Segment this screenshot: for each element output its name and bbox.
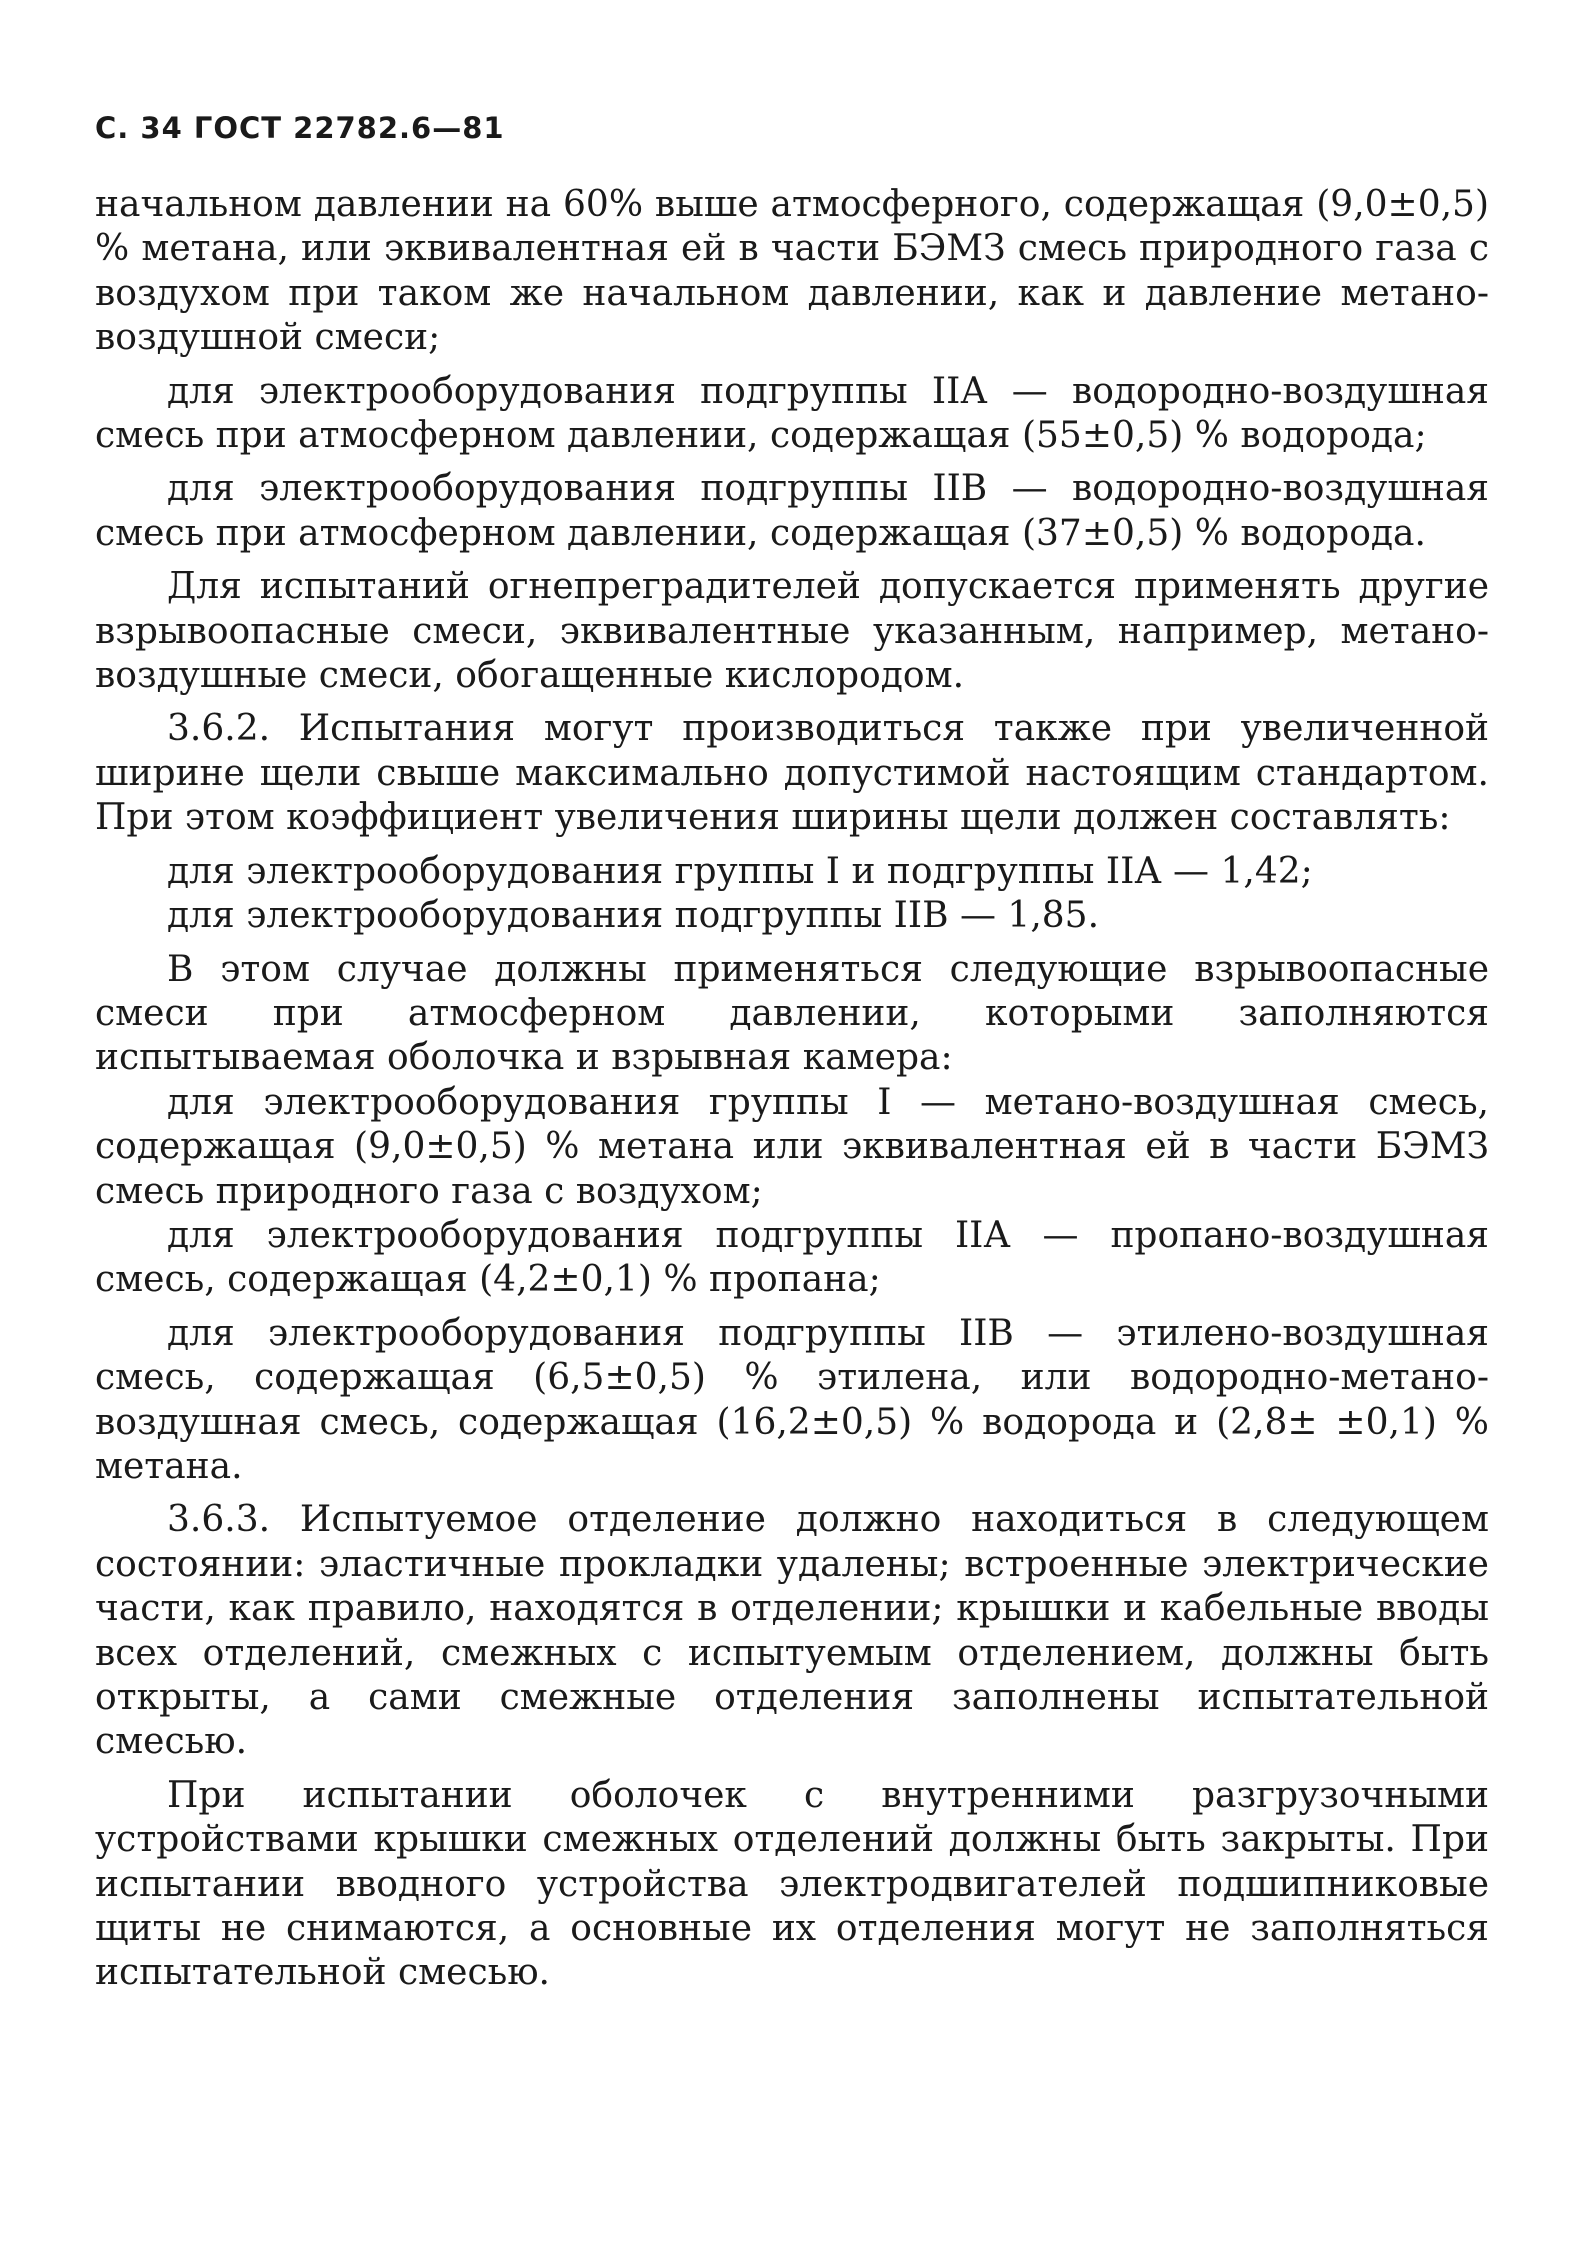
paragraph-1: начальном давлении на 60% выше атмосферного, содержащая (9,0±0,5) % метана, или эквивалентная ей в части БЭМЗ смесь природного газа с воздухом при таком же начальном давлении, как и давление метано-воздушной смеси; (95, 184, 1489, 359)
paragraph-11: для электрооборудования подгруппы IIВ — этилено-воздушная смесь, содержащая (6,5±0,5) % этилена, или водородно-метано-воздушная смесь, содержащая (16,2±0,5) % водорода и (2,8± ±0,1) % метана. (95, 1312, 1489, 1487)
paragraph-13: При испытании оболочек с внутренними разгрузочными устройствами крышки смежных отделений должны быть закрыты. При испытании вводного устройства электродвигателей подшипниковые щиты не снимаются, а основные их отделения могут не заполняться испытательной смесью. (95, 1774, 1489, 1994)
paragraph-4: Для испытаний огнепреградителей допускается применять другие взрывоопасные смеси, эквивалентные указанным, например, метано-воздушные смеси, обогащенные кислородом. (95, 566, 1489, 697)
paragraph-5: 3.6.2. Испытания могут производиться также при увеличенной ширине щели свыше максимально допустимой настоящим стандартом. При этом коэффициент увеличения ширины щели должен составлять: (95, 708, 1489, 839)
paragraph-6: для электрооборудования группы I и подгруппы IIА — 1,42; (167, 850, 1313, 892)
paragraph-8: В этом случае должны применяться следующие взрывоопасные смеси при атмосферном давлении, которыми заполняются испытываемая оболочка и взрывная камера: (95, 948, 1489, 1079)
paragraph-3: для электрооборудования подгруппы IIВ — водородно-воздушная смесь при атмосферном давлении, содержащая (37±0,5) % водорода. (95, 468, 1489, 554)
document-body (95, 183, 1489, 1996)
paragraph-12: 3.6.3. Испытуемое отделение должно находиться в следующем состоянии: эластичные прокладки удалены; встроенные электрические части, как правило, находятся в отделении; крышки и кабельные вводы всех отделений, смежных с испытуемым отделением, должны быть открыты, а сами смежные отделения заполнены испытательной смесью. (95, 1499, 1489, 1763)
paragraph-7: для электрооборудования подгруппы IIВ — 1,85. (167, 895, 1100, 937)
page-header: С. 34 ГОСТ 22782.6—81 (95, 111, 505, 145)
paragraph-9: для электрооборудования группы I — метано-воздушная смесь, содержащая (9,0±0,5) % метана или эквивалентная ей в части БЭМЗ смесь природного газа с воздухом; (95, 1081, 1489, 1212)
paragraph-10: для электрооборудования подгруппы IIА — пропано-воздушная смесь, содержащая (4,2±0,1) % пропана; (95, 1214, 1489, 1301)
paragraph-2: для электрооборудования подгруппы IIА — водородно-воздушная смесь при атмосферном давлении, содержащая (55±0,5) % водорода; (95, 370, 1489, 457)
